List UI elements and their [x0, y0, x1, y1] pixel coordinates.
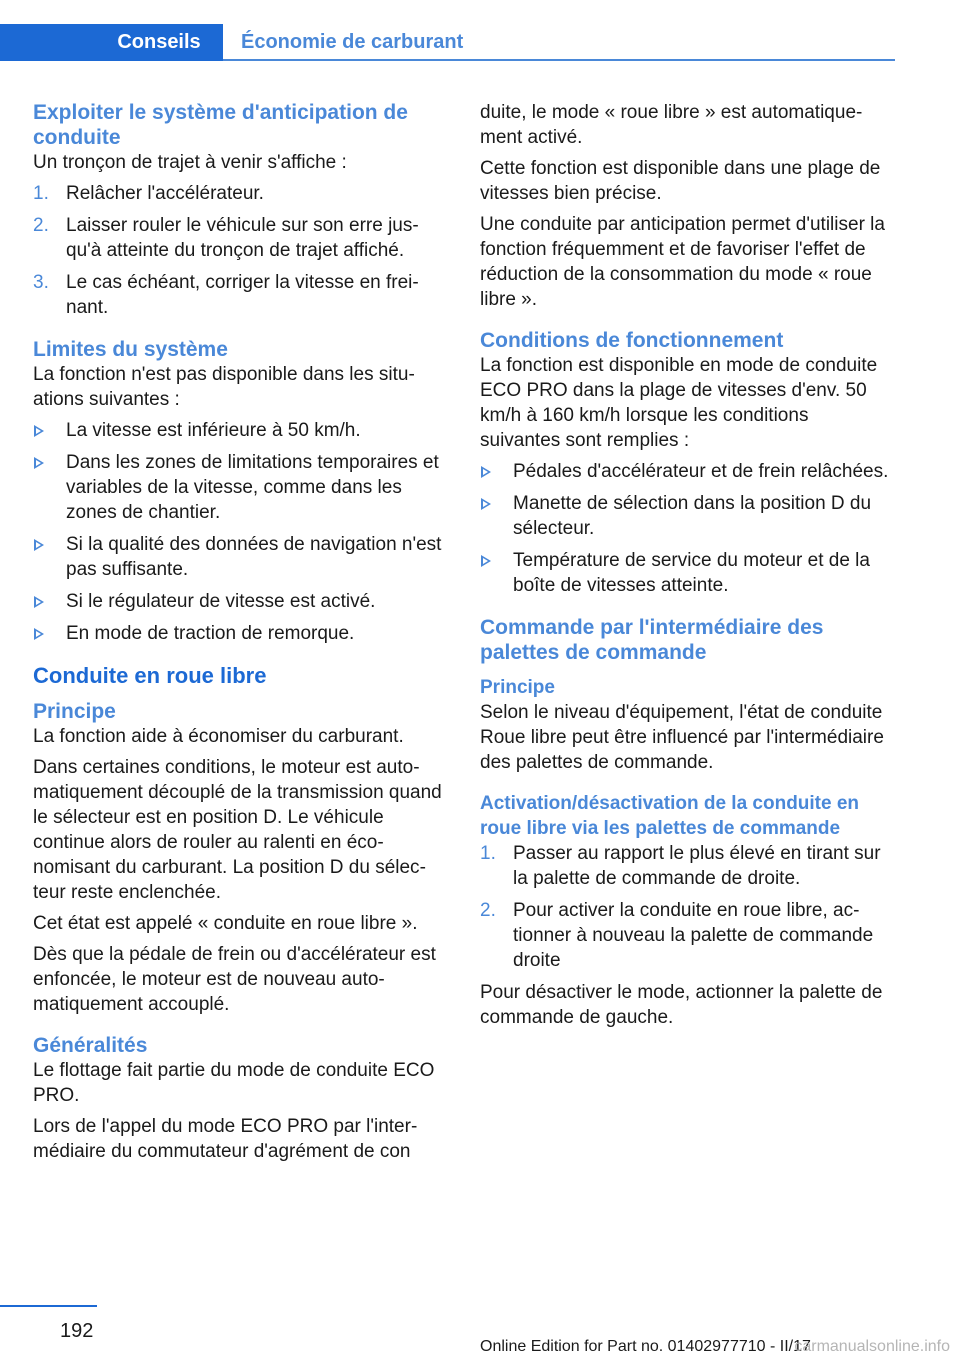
paragraph: Dès que la pédale de frein ou d'accélérateur est enfoncée, le moteur est de nouveau automatiquement accouplé.: [33, 944, 436, 1015]
item-text: Dans les zones de limitations temporaires et variables de la vitesse, comme dans les zones de chantier.: [66, 452, 439, 523]
paragraph: Un tronçon de trajet à venir s'affiche :: [33, 152, 347, 173]
item-text: En mode de traction de remorque.: [66, 623, 355, 644]
list-item: [480, 841, 892, 891]
list-item: [33, 181, 445, 206]
list-item: [33, 621, 445, 646]
paragraph: La fonction n'est pas disponible dans les situations suivantes :: [33, 364, 415, 410]
conditions-list: [480, 459, 892, 598]
paragraph: Pour désactiver le mode, actionner la palette de commande de gauche.: [480, 982, 883, 1028]
list-item: [33, 450, 445, 525]
section-tab[interactable]: [0, 24, 223, 61]
heading-principle: Principe: [33, 700, 116, 723]
paragraph: Le flottage fait partie du mode de conduite ECO PRO.: [33, 1060, 435, 1106]
triangle-bullet-icon: [34, 596, 44, 608]
step-number: 2.: [480, 900, 496, 921]
item-text: Température de service du moteur et de la boîte de vitesses atteinte.: [513, 550, 870, 596]
limits-list: [33, 418, 445, 646]
list-item: [480, 459, 892, 484]
step-number: 3.: [33, 272, 49, 293]
list-item: [480, 548, 892, 598]
list-item: [33, 270, 445, 320]
step-text: Le cas échéant, corriger la vitesse en freinant.: [66, 272, 419, 318]
step-number: 2.: [33, 215, 49, 236]
heading-activation: Activation/désactivation de la conduite en roue libre via les palettes de commande: [480, 793, 860, 839]
step-number: 1.: [33, 183, 49, 204]
paragraph: La fonction aide à économiser du carburant.: [33, 726, 404, 747]
step-text: Relâcher l'accélérateur.: [66, 183, 264, 204]
watermark-text: carmanualsonline.info: [794, 1338, 950, 1355]
heading-principle-2: Principe: [480, 677, 555, 698]
steps-list: [33, 181, 445, 320]
list-item: [480, 898, 892, 973]
right-column: [480, 100, 892, 1036]
item-text: Si la qualité des données de navigation n'est pas suffisante.: [66, 534, 442, 580]
item-text: Si le régulateur de vitesse est activé.: [66, 591, 376, 612]
section-label: Conseils: [117, 31, 201, 53]
item-text: La vitesse est inférieure à 50 km/h.: [66, 420, 361, 441]
heading-coasting: Conduite en roue libre: [33, 663, 267, 688]
paragraph: Cette fonction est disponible dans une plage de vitesses bien précise.: [480, 158, 881, 204]
heading-limits: Limites du système: [33, 338, 228, 361]
list-item: [33, 213, 445, 263]
step-number: 1.: [480, 843, 496, 864]
list-item: [33, 589, 445, 614]
heading-paddles: Commande par l'intermédiaire des palettes de commande: [480, 616, 824, 664]
paragraph: Selon le niveau d'équipement, l'état de conduite Roue libre peut être influencé par l'intermédiaire des palettes de commande.: [480, 702, 884, 773]
triangle-bullet-icon: [481, 555, 491, 567]
triangle-bullet-icon: [34, 425, 44, 437]
paragraph: duite, le mode « roue libre » est automatiquement activé.: [480, 102, 863, 148]
edition-text: Online Edition for Part no. 01402977710 - II/17: [480, 1338, 811, 1355]
paragraph: Cet état est appelé « conduite en roue libre ».: [33, 913, 418, 934]
paragraph: Une conduite par anticipation permet d'utiliser la fonction fréquemment et de favoriser l'effet de réduction de la consommation du mode « roue libre ».: [480, 214, 885, 310]
heading-general: Généralités: [33, 1034, 148, 1057]
triangle-bullet-icon: [34, 457, 44, 469]
page-header: [0, 24, 895, 61]
paragraph: Lors de l'appel du mode ECO PRO par l'intermédiaire du commutateur d'agrément de con: [33, 1116, 418, 1162]
left-column: [33, 100, 445, 1170]
step-text: Pour activer la conduite en roue libre, actionner à nouveau la palette de commande droite: [513, 900, 874, 971]
page-number: 192: [60, 1320, 94, 1342]
triangle-bullet-icon: [481, 466, 491, 478]
heading-conditions: Conditions de fonctionnement: [480, 329, 784, 352]
header-rule: [223, 59, 895, 61]
paragraph: Dans certaines conditions, le moteur est automatiquement découplé de la transmission quand le sélecteur est en position D. Le véhicule continue alors de rouler au ralenti en économisant du carburant. La position D du sélecteur reste enclenchée.: [33, 757, 442, 903]
footer-rule: [0, 1305, 97, 1307]
list-item: [33, 418, 445, 443]
topic-tab[interactable]: Économie de carburant: [241, 31, 464, 53]
item-text: Pédales d'accélérateur et de frein relâchées.: [513, 461, 889, 482]
paddle-steps-list: [480, 841, 892, 973]
step-text: Passer au rapport le plus élevé en tirant sur la palette de commande de droite.: [513, 843, 881, 889]
heading-anticipation: Exploiter le système d'anticipation de conduite: [33, 101, 408, 149]
triangle-bullet-icon: [34, 539, 44, 551]
step-text: Laisser rouler le véhicule sur son erre jusqu'à atteinte du tronçon de trajet affiché.: [66, 215, 419, 261]
triangle-bullet-icon: [34, 628, 44, 640]
item-text: Manette de sélection dans la position D du sélecteur.: [513, 493, 872, 539]
paragraph: La fonction est disponible en mode de conduite ECO PRO dans la plage de vitesses d'env. 50 km/h à 160 km/h lorsque les conditions suivantes sont remplies :: [480, 355, 878, 451]
list-item: [33, 532, 445, 582]
list-item: [480, 491, 892, 541]
triangle-bullet-icon: [481, 498, 491, 510]
